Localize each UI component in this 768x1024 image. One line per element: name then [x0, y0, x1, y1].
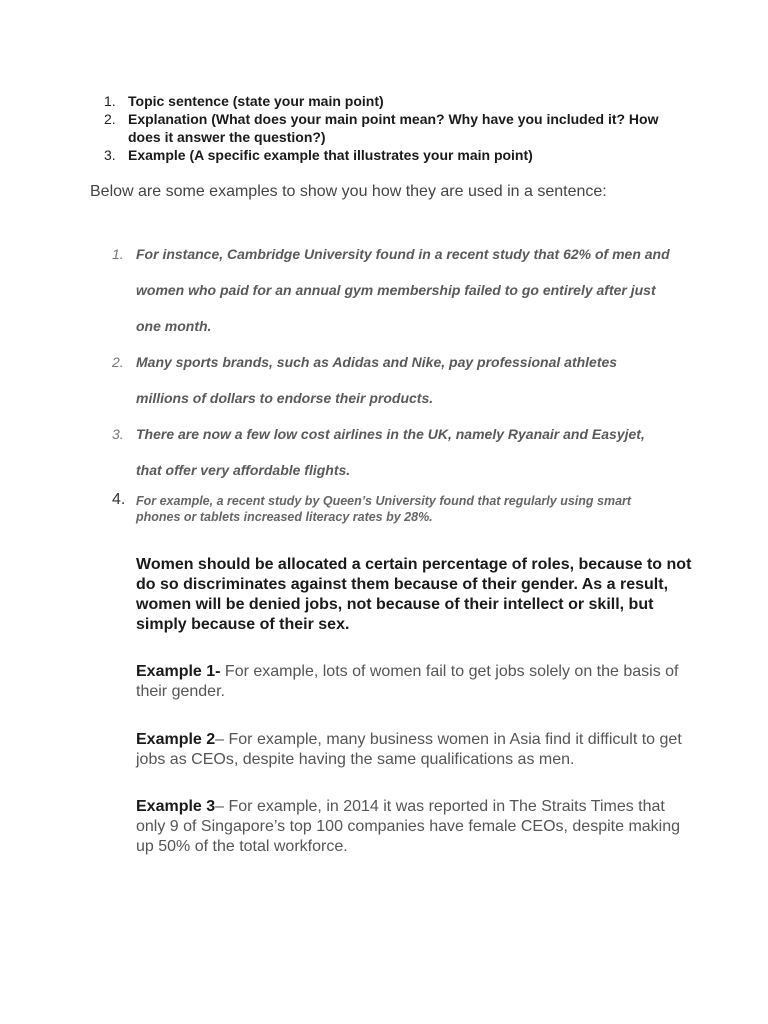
list-number: 2.: [112, 354, 124, 370]
list-item: [112, 416, 672, 488]
list-item: [112, 344, 672, 416]
list-number: 3.: [112, 426, 124, 442]
list-text: Example (A specific example that illustrates your main point): [128, 147, 533, 163]
example-label: Example 3: [136, 798, 216, 815]
list-number: 1.: [112, 246, 124, 262]
list-item: [112, 236, 672, 344]
list-text: For instance, Cambridge University found in a recent study that 62% of men and women who paid for an annual gym membership failed to go entirely after just one month.: [136, 246, 670, 334]
example-text: – For example, in 2014 it was reported in The Straits Times that only 9 of Singapore’s top 100 companies have female CEOs, despite making up 50% of the total workforce.: [136, 798, 681, 855]
examples-list: [112, 236, 672, 488]
list-text: There are now a few low cost airlines in the UK, namely Ryanair and Easyjet, that offer very affordable flights.: [136, 426, 645, 478]
paragraph-structure-list: [104, 92, 684, 164]
example-block-3: [136, 797, 696, 857]
list-item: [104, 146, 684, 164]
example-block-2: [136, 730, 696, 770]
example-text: – For example, many business women in Asia find it difficult to get jobs as CEOs, despite having the same qualifications as men.: [136, 731, 682, 768]
list-text: Topic sentence (state your main point): [128, 93, 384, 109]
list-number: 3.: [104, 147, 116, 163]
list-text: Explanation (What does your main point mean? Why have you included it? How does it answer the question?): [128, 111, 659, 145]
example-label: Example 2: [136, 731, 216, 748]
list-item: [104, 92, 684, 110]
list-text: Many sports brands, such as Adidas and Nike, pay professional athletes millions of dollars to endorse their products.: [136, 354, 618, 406]
example-label: Example 1-: [136, 663, 221, 680]
list-text: For example, a recent study by Queen’s University found that regularly using smart phones or tablets increased literacy rates by 28%.: [136, 494, 632, 524]
list-item: [104, 110, 684, 146]
list-number: 2.: [104, 111, 116, 127]
example-block-1: [136, 662, 696, 702]
list-number: 4.: [112, 491, 126, 508]
intro-sentence: Below are some examples to show you how they are used in a sentence:: [90, 183, 607, 200]
example-text: For example, lots of women fail to get jobs solely on the basis of their gender.: [136, 663, 679, 700]
example-four: [112, 490, 672, 525]
list-number: 1.: [104, 93, 116, 109]
argument-paragraph: Women should be allocated a certain percentage of roles, because to not do so discriminates against them because of their gender. As a result, women will be denied jobs, not because of their intellect or skill, but simply because of their sex.: [136, 556, 692, 633]
